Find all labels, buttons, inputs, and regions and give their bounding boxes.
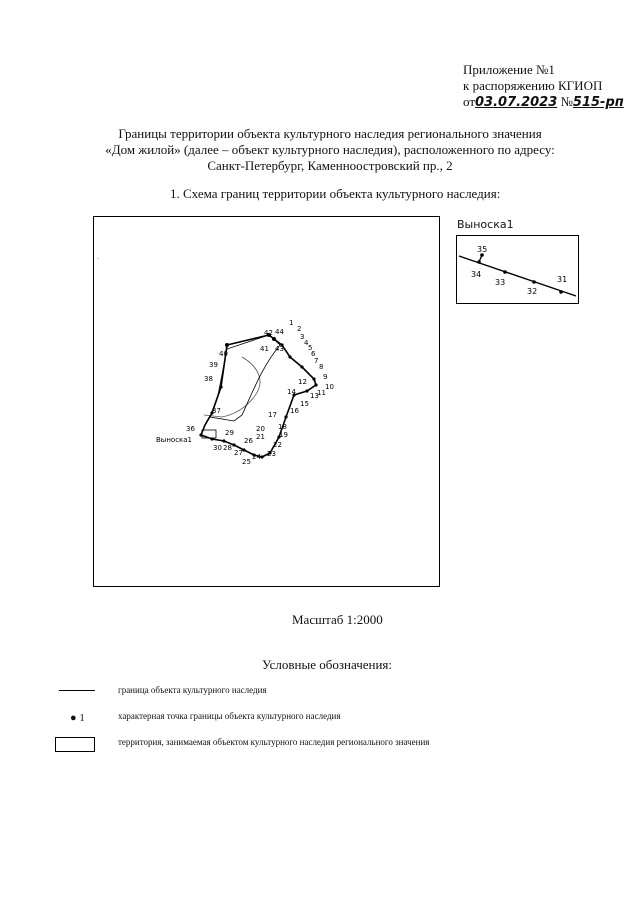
map-label-28: 28: [223, 444, 232, 452]
map-label-11: 11: [317, 389, 326, 397]
map-label-13: 13: [310, 392, 319, 400]
map-label-21: 21: [256, 433, 265, 441]
legend-dot-symbol: ● 1: [70, 712, 85, 724]
callout-label-32: 32: [527, 287, 538, 296]
map-label-10: 10: [325, 383, 334, 391]
appendix-line3: [463, 94, 624, 111]
map-label-7: 7: [314, 357, 319, 365]
map-label-2: 2: [297, 325, 302, 333]
map-label-3: 3: [300, 333, 305, 341]
map-label-8: 8: [319, 363, 324, 371]
map-label-6: 6: [311, 350, 316, 358]
map-label-41: 41: [260, 345, 269, 353]
callout-label-31: 31: [557, 275, 568, 284]
map-label-38: 38: [204, 375, 213, 383]
map-label-29: 29: [225, 429, 234, 437]
legend-box-symbol: [55, 737, 95, 752]
document-title: [60, 126, 600, 174]
appendix-header: [463, 62, 624, 111]
callout-label-33: 33: [495, 278, 506, 287]
map-label-30: 30: [213, 444, 222, 452]
map-label-36: 36: [186, 425, 195, 433]
title-line2: «Дом жилой» (далее – объект культурного наследия), расположенного по адресу:: [105, 142, 555, 157]
map-label-42: 42: [264, 329, 273, 337]
boundary-map-drawing: [94, 217, 439, 586]
map-label-39: 39: [209, 361, 218, 369]
map-label-16: 16: [290, 407, 299, 415]
map-label-18: 18: [278, 423, 287, 431]
callout-label-35: 35: [477, 245, 488, 254]
number-prefix: №: [560, 94, 573, 109]
callout-label-34: 34: [471, 270, 482, 279]
map-label-1: 1: [289, 319, 294, 327]
order-date: 03.07.2023: [475, 95, 558, 110]
legend-item-boundary: граница объекта культурного наследия: [118, 685, 267, 695]
map-label-20: 20: [256, 425, 265, 433]
order-number: 515-рп: [572, 95, 624, 110]
map-label-25: 25: [242, 458, 251, 466]
section-heading: 1. Схема границ территории объекта культурного наследия:: [170, 186, 501, 201]
legend-line-symbol: [59, 690, 95, 691]
map-label-26: 26: [244, 437, 253, 445]
callout-title: Выноска1: [457, 218, 514, 231]
map-label-14: 14: [287, 388, 296, 396]
callout-drawing: [457, 236, 578, 303]
legend-item-territory: территория, занимаемая объектом культурного наследия регионального значения: [118, 737, 430, 747]
title-line1: Границы территории объекта культурного наследия регионального значения: [118, 126, 542, 141]
map-label-40: 40: [219, 350, 228, 358]
appendix-line2: к распоряжению КГИОП: [463, 78, 603, 93]
callout-box: [456, 235, 579, 304]
appendix-line1: Приложение №1: [463, 62, 555, 77]
map-label-15: 15: [300, 400, 309, 408]
scale-label: Масштаб 1:2000: [292, 612, 383, 627]
map-label-22: 22: [273, 441, 282, 449]
map-label-19: 19: [279, 431, 288, 439]
map-callout-label: Выноска1: [156, 436, 193, 444]
map-label-43: 43: [275, 345, 284, 353]
map-label-4: 4: [304, 339, 309, 347]
map-label-37: 37: [212, 407, 221, 415]
legend-dot-label: 1: [79, 712, 85, 724]
legend-title: Условные обозначения:: [262, 657, 393, 672]
map-label-24: 24: [252, 453, 261, 461]
boundary-map: [93, 216, 440, 587]
map-label-5: 5: [308, 344, 313, 352]
map-label-27: 27: [234, 449, 243, 457]
date-prefix: от: [463, 94, 476, 109]
map-label-44: 44: [275, 328, 284, 336]
map-label-9: 9: [323, 373, 328, 381]
legend-item-point: характерная точка границы объекта культурного наследия: [118, 711, 341, 721]
title-line3: Санкт-Петербург, Каменноостровский пр., 2: [207, 158, 453, 173]
map-label-17: 17: [268, 411, 277, 419]
map-label-23: 23: [267, 450, 276, 458]
map-corner-mark: .: [97, 254, 99, 261]
map-label-12: 12: [298, 378, 307, 386]
